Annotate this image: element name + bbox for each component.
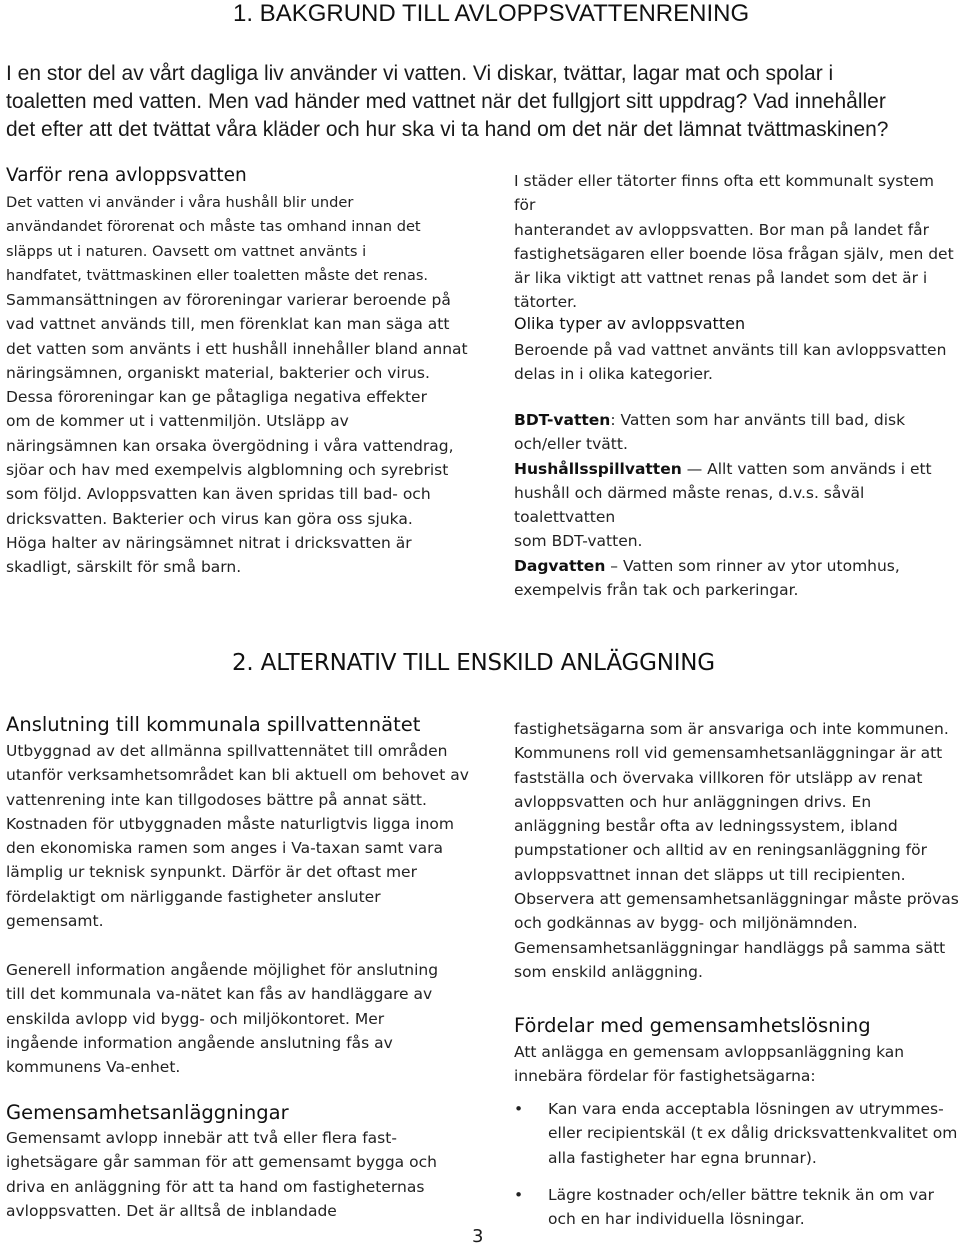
- text-line: fastställa och övervaka villkoren för utsläpp av renat: [514, 768, 923, 787]
- section-2-heading: 2. ALTERNATIV TILL ENSKILD ANLÄGGNING: [232, 650, 715, 676]
- subheading-types: Olika typer av avloppsvatten: [514, 314, 746, 333]
- text-line: fördelaktigt om närliggande fastigheter ansluter: [6, 887, 381, 906]
- types-intro: [514, 338, 954, 387]
- text-line: avloppsvattnet innan det släpps ut till recipienten.: [514, 865, 906, 884]
- text-line: som BDT-vatten.: [514, 532, 643, 551]
- connection-paragraph: [6, 739, 476, 933]
- text-line: Beroende på vad vattnet använts till kan avloppsvatten: [514, 341, 947, 359]
- text-line: Sammansättningen av föroreningar varierar beroende på: [6, 291, 451, 309]
- text-line: driva en anläggning för att ta hand om fastigheternas: [6, 1177, 425, 1196]
- why-clean-paragraph-2: [6, 288, 476, 580]
- text-line: Observera att gemensamhetsanläggningar måste prövas: [514, 890, 959, 909]
- bullet-icon: •: [514, 1100, 524, 1118]
- joint-facilities-paragraph: [6, 1126, 476, 1223]
- list-item: [514, 1097, 959, 1170]
- intro-line: toaletten med vatten. Men vad händer med vattnet när det fullgjort sitt uppdrag? Vad innehåller: [6, 90, 886, 113]
- text-line: Gemensamt avlopp innebär att två eller flera fast-: [6, 1129, 397, 1147]
- text-line: Utbyggnad av det allmänna spillvattennätet till områden: [6, 742, 448, 760]
- text-line: utanför verksamhetsområdet kan bli aktuell om behovet av: [6, 766, 469, 785]
- text-line: avloppsvatten. Det är alltså de inblandade: [6, 1201, 337, 1220]
- text-line: anläggning består ofta av ledningssystem, ibland: [514, 817, 898, 836]
- text-line: och godkännas av bygg- och miljönämnden.: [514, 914, 858, 933]
- page-number: 3: [472, 1226, 484, 1247]
- subheading-joint-facilities: Gemensamhetsanläggningar: [6, 1101, 289, 1124]
- text-line: är lika viktigt att vattnet renas på landet som det är i: [514, 269, 928, 288]
- text-line: hushåll och därmed måste renas, d.v.s. såväl toalettvatten: [514, 483, 865, 527]
- city-system-paragraph: [514, 169, 954, 315]
- text-line: användandet förorenat och måste tas omhand innan det: [6, 218, 421, 236]
- type-bdt: [514, 408, 959, 432]
- subheading-advantages: Fördelar med gemensamhetslösning: [514, 1014, 871, 1037]
- type-desc: — Allt vatten som används i ett: [681, 459, 932, 478]
- subheading-why-clean: Varför rena avloppsvatten: [6, 165, 247, 186]
- text-line: gemensamt.: [6, 912, 104, 931]
- text-line: Det vatten vi använder i våra hushåll blir under: [6, 194, 354, 211]
- type-desc: : Vatten som har använts till bad, disk: [610, 411, 906, 429]
- text-line: släpps ut i naturen. Oavsett om vattnet använts i: [6, 242, 367, 260]
- text-line: delas in i olika kategorier.: [514, 365, 713, 384]
- text-line: hanterandet av avloppsvatten. Bor man på landet får: [514, 220, 930, 239]
- text-line: Dessa föroreningar kan ge påtagliga negativa effekter: [6, 388, 427, 407]
- text-line: avloppsvatten och hur anläggningen drivs. En: [514, 792, 872, 811]
- type-term: Dagvatten: [514, 556, 606, 575]
- text-line: ingående information angående anslutning fås av: [6, 1033, 393, 1052]
- text-line: skadligt, särskilt för små barn.: [6, 558, 242, 577]
- text-line: exempelvis från tak och parkeringar.: [514, 581, 799, 600]
- text-line: fastighetsägaren eller boende lösa frågan själv, men det: [514, 244, 954, 263]
- text-line: lämplig ur teknisk synpunkt. Därför är det oftast mer: [6, 863, 417, 882]
- text-line: Kostnaden för utbyggnaden måste naturligtvis ligga inom: [6, 814, 455, 833]
- list-item: [514, 1183, 959, 1232]
- general-info-paragraph: [6, 958, 476, 1079]
- text-line: näringsämnen kan orsaka övergödning i våra vattendrag,: [6, 436, 454, 455]
- text-line: som enskild anläggning.: [514, 962, 703, 981]
- text-line: och/eller tvätt.: [514, 435, 628, 454]
- text-line: den ekonomiska ramen som anges i Va-taxan samt vara: [6, 839, 443, 858]
- intro-line: det efter att det tvättat våra kläder och hur ska vi ta hand om det när det lämnat tvättmaskinen?: [6, 118, 889, 141]
- text-line: tätorter.: [514, 293, 577, 312]
- text-line: Gemensamhetsanläggningar handläggs på samma sätt: [514, 938, 946, 957]
- text-line: alla fastigheter har egna brunnar).: [548, 1148, 817, 1167]
- text-line: dricksvatten. Bakterier och virus kan göra oss sjuka.: [6, 509, 413, 528]
- text-line: pumpstationer och alltid av en reningsanläggning för: [514, 841, 927, 860]
- text-line: I städer eller tätorter finns ofta ett kommunalt system för: [514, 172, 935, 215]
- owners-responsibility-paragraph: [514, 717, 959, 984]
- text-line: enskilda avlopp vid bygg- och miljökontoret. Mer: [6, 1009, 385, 1028]
- text-line: till det kommunala va-nätet kan fås av handläggare av: [6, 985, 433, 1004]
- text-line: näringsämnen, organiskt material, bakterier och virus.: [6, 363, 430, 382]
- text-line: Kan vara enda acceptabla lösningen av utrymmes-: [548, 1100, 944, 1118]
- intro-paragraph: [6, 60, 956, 144]
- intro-line: I en stor del av vårt dagliga liv använder vi vatten. Vi diskar, tvättar, lagar mat och spolar i: [6, 62, 834, 85]
- advantages-intro: [514, 1040, 959, 1089]
- text-line: Generell information angående möjlighet för anslutning: [6, 961, 439, 979]
- type-term: BDT-vatten: [514, 411, 611, 429]
- bullet-icon: •: [514, 1185, 524, 1204]
- text-line: kommunens Va-enhet.: [6, 1058, 181, 1077]
- subheading-connection: Anslutning till kommunala spillvattennätet: [6, 713, 421, 736]
- why-clean-paragraph-1: [6, 191, 466, 288]
- text-line: ighetsägare går samman för att gemensamt bygga och: [6, 1153, 437, 1172]
- text-line: och en har individuella lösningar.: [548, 1210, 805, 1229]
- text-line: om de kommer ut i vattenmiljön. Utsläpp av: [6, 412, 349, 431]
- text-line: fastighetsägarna som är ansvariga och inte kommunen.: [514, 720, 949, 738]
- text-line: som följd. Avloppsvatten kan även spridas till bad- och: [6, 485, 431, 504]
- text-line: vad vattnet används till, men förenklat kan man säga att: [6, 315, 450, 334]
- advantages-list: [514, 1097, 959, 1231]
- type-dagvatten: [514, 554, 959, 578]
- type-term: Hushållsspillvatten: [514, 459, 682, 478]
- text-line: Höga halter av näringsämnet nitrat i dricksvatten är: [6, 533, 412, 552]
- types-list: [514, 408, 959, 602]
- text-line: Att anlägga en gemensam avloppsanläggning kan: [514, 1043, 905, 1061]
- text-line: innebära fördelar för fastighetsägarna:: [514, 1067, 816, 1086]
- type-hushall: [514, 457, 959, 481]
- text-line: det vatten som använts i ett hushåll innehåller bland annat: [6, 339, 468, 358]
- text-line: eller recipientskäl (t ex dålig dricksvattenkvalitet om: [548, 1124, 958, 1143]
- text-line: Kommunens roll vid gemensamhetsanläggningar är att: [514, 744, 943, 763]
- section-1-heading: 1. BAKGRUND TILL AVLOPPSVATTENRENING: [233, 0, 750, 27]
- text-line: Lägre kostnader och/eller bättre teknik än om var: [548, 1185, 934, 1204]
- type-desc: – Vatten som rinner av ytor utomhus,: [605, 556, 900, 575]
- text-line: vattenrening inte kan tillgodoses bättre på annat sätt.: [6, 790, 427, 809]
- text-line: sjöar och hav med exempelvis algblomning och syrebrist: [6, 461, 449, 480]
- text-line: handfatet, tvättmaskinen eller toaletten måste det renas.: [6, 266, 429, 284]
